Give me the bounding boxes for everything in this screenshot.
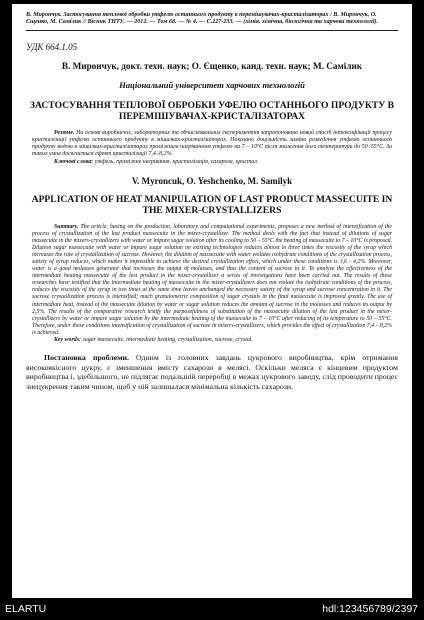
en-summary-label: Summary.	[54, 223, 79, 230]
udk-code: УДК 664.1.05	[26, 41, 78, 52]
en-authors: V. Myroncuk, O. Yeshchenko, M. Samilyk	[131, 175, 293, 186]
ua-abstract-text: На основі виробничих, лабораторних та обчислювальних експериментів запропоновано новий спосіб інтенсифікації процесу кристалізації утфелю останнього продукту в мішалках-кристалізаторах. Показано доцільність заміни розведення утфелю останнього продукту водою в мішалках-кристалізаторах проміжним нагріванням утфелю на 7 – 10°С після зниження його температури до 50÷55°С. За таких умов досягається ефект кристалізації 7,4÷8,2%.	[32, 129, 392, 158]
footer-repository: ELARTU	[5, 603, 47, 615]
en-title: APPLICATION OF HEAT MANIPULATION OF LAST PRODUCT MASSECUITE IN THE MIXER-CRYSTALLIZERS	[31, 193, 393, 217]
ua-affiliation: Національний університет харчових технологій	[119, 79, 305, 90]
problem-text: Одним із головних завдань цукрового виробництва, крім отримання високоякісного цукру, є зменшення вмісту сахарози в мелясі. Оскільки меляса є кінцевим продуктом виробництва і, здебільшого, не підлягає подальшій переробці в межах цукрового заводу, слід проводити процес знецукрення таким чином, щоб у ній залишалася мінімальна кількість сахарози.	[26, 352, 398, 391]
footer-handle: hdl:123456789/2397	[322, 603, 418, 615]
document-page	[12, 4, 412, 598]
ua-abstract	[26, 130, 398, 159]
ua-keywords-text: утфель, проміжне нагрівання, кристалізація, сахароза, кристал.	[94, 158, 259, 165]
problem-paragraph	[26, 353, 398, 391]
en-summary	[26, 224, 398, 337]
en-keywords-label: Key words:	[54, 336, 81, 343]
ua-keywords	[26, 159, 398, 166]
en-summary-text: The article, basing on the production, laboratory and computational experiments, proposes a new method of intensification of the process of crystallization of the last product massecuite in the mixer-crystallizer. The method deals with the fact that instead of dilutions of sugar massecuite in the mixers-crystallizers with water or impure sugar solution after its cooling to 50 – 55°C the heating of massecuite to 7 – 10°C is proposed. Dilution sugar massecuite with water or impure sugar solution on existing technologies reduces almost in three times the viscosity of the syrup which increases the rate of crystallization of sucrose. However, the dilution of massecuite with water violates isohydrate conditions of the crystallization process, satiety of syrup reduces, which makes it impossible to achieve the desired crystallization effect, which under these conditions is 3,6 - 4,2%. Moreover, water is a good molasses generator that increases the output of molasses, and thus the content of sucrose in it. To analyze the effectiveness of the intermediate heating massecuite of the last product in the mixer-crystallizer a series of investigations have been carried out. The results of these researches have testified that the intermediate heating of massecuite in the mixer-crystallizers does not violate the isohydrate conditions of the process, reduces the viscosity of the syrup in two times at the same time leaves unchanged the necessary satiety of the syrup and sucrose concentration in it. The sucrose crystallization process is intensified; much granulometric composition of sugar crystals in the final massecuite is improved greatly. The use of intermediate heat, instead of the massecuite dilution by water or sugar solution reduces the amount of sucrose in the molasses and reduces its output by 2,5%. The results of the comparative research testify the purposefulness of substitution of the massecuite dilution of the last product in the mixer-crystallizers by water or impure sugar solution by the intermediate heating of the massecuite to 7 – 10°C after reducing of its temperature to 50 – 55°C. Therefore, under these conditions intensification of crystallization of sucrose in mixers-crystallizers, which provides the effect of crystallization 7,4 – 8,2% is achieved.	[32, 223, 392, 336]
footer-bar	[0, 600, 424, 620]
ua-title: ЗАСТОСУВАННЯ ТЕПЛОВОЇ ОБРОБКИ УФЕЛЮ ОСТАННЬОГО ПРОДУКТУ В ПЕРЕМІШУВАЧАХ-КРИСТАЛІЗАТОРАХ	[29, 99, 395, 123]
ua-keywords-label: Ключові слова:	[54, 158, 94, 165]
ua-abstract-label: Резюме.	[54, 129, 75, 136]
running-head: В. Мирончук. Застосування теплової обробки утфелю останнього продукту в перемішувачах-кристалізаторах / В. Мирончук, О. Єщенко, М. Самілик // Вісник ТНТУ. — 2012. — Том 68. — № 4. — С.227-233. — (хімія. хімічна, біологічна та харчова технології).	[26, 12, 398, 31]
ua-authors: В. Мирончук, докт. техн. наук; О. Єщенко, канд. техн. наук; М. Самілик	[61, 60, 363, 71]
problem-label: Постановка проблеми.	[44, 352, 129, 362]
en-keywords	[26, 337, 398, 344]
en-keywords-text: sugar massecuite, intermediate heating, crystallization, sucrose, crystal.	[82, 336, 253, 343]
